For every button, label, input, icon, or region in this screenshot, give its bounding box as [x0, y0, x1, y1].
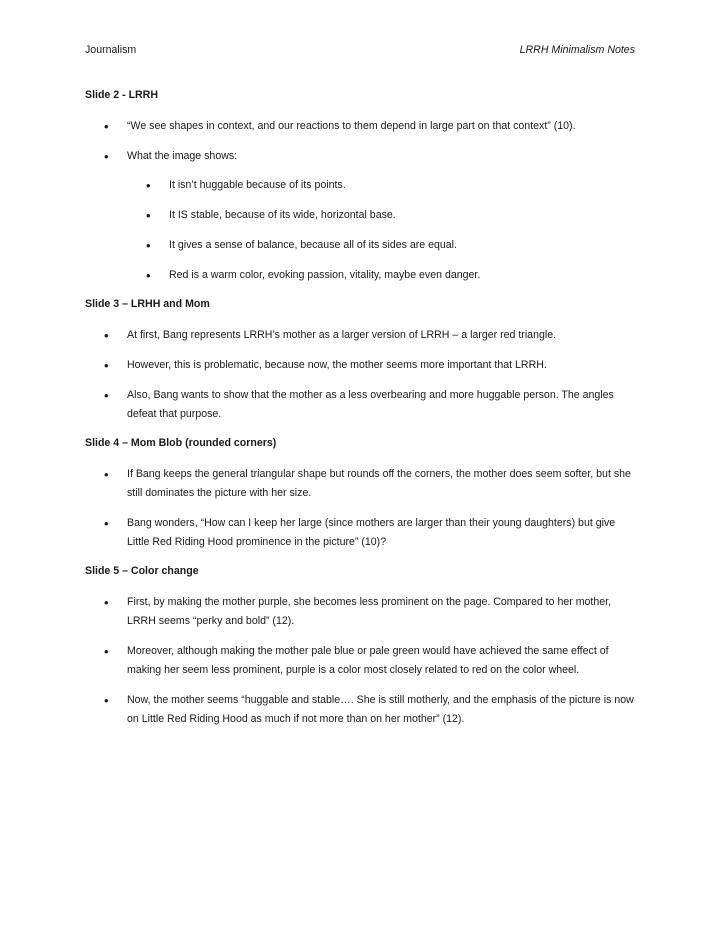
sub-bullet-list [85, 176, 637, 285]
list-item [85, 117, 637, 136]
section-slide-2 [85, 87, 637, 285]
header-course: Journalism [85, 44, 137, 56]
list-item-text: • Moreover, although making the mother pale blue or pale green would have achieved the same effect of making her seem less prominent, purple is a color most closely related to red on the color wheel. [127, 645, 609, 676]
section-heading: Slide 3 – LRHH and Mom [85, 298, 210, 310]
section-heading: Slide 4 – Mom Blob (rounded corners) [85, 437, 277, 449]
sub-list-item [85, 266, 637, 285]
header-title: LRRH Minimalism Notes [519, 44, 635, 56]
sub-list-item-text: • It gives a sense of balance, because all of its sides are equal. [169, 239, 457, 251]
list-item-text: • First, by making the mother purple, she becomes less prominent on the page. Compared to her mother, LRRH seems “perky and bold” (12). [127, 596, 612, 627]
list-item [85, 593, 637, 631]
document-body [85, 87, 637, 729]
section-slide-3 [85, 296, 637, 424]
list-item [85, 386, 637, 424]
list-item [85, 356, 637, 375]
section-slide-4 [85, 435, 637, 552]
list-item [85, 326, 637, 345]
list-item-text: • Bang wonders, “How can I keep her large (since mothers are larger than their young daughters) but give Little Red Riding Hood prominence in the picture” (10)? [127, 517, 616, 548]
list-item-text: • At first, Bang represents LRRH’s mother as a larger version of LRRH – a larger red triangle. [127, 329, 557, 341]
list-item-text: • What the image shows: [127, 150, 238, 162]
list-item-text: • Now, the mother seems “huggable and stable…. She is still motherly, and the emphasis of the picture is now on Little Red Riding Hood as much if not more than on her mother” (12). [127, 694, 634, 725]
list-item-text: • Also, Bang wants to show that the mother as a less overbearing and more huggable person. The angles defeat that purpose. [127, 389, 614, 420]
bullet-list [85, 593, 637, 729]
list-item [85, 691, 637, 729]
sub-list-item-text: • Red is a warm color, evoking passion, vitality, maybe even danger. [169, 269, 481, 281]
section-heading: Slide 5 – Color change [85, 565, 199, 577]
list-item [85, 465, 637, 503]
bullet-list [85, 326, 637, 424]
list-item [85, 147, 637, 285]
list-item [85, 514, 637, 552]
list-item-text: • However, this is problematic, because now, the mother seems more important that LRRH. [127, 359, 547, 371]
list-item-text: • “We see shapes in context, and our reactions to them depend in large part on that context” (10). [127, 120, 576, 132]
sub-list-item [85, 236, 637, 255]
list-item-text: • If Bang keeps the general triangular shape but rounds off the corners, the mother does seem softer, but she still dominates the picture with her size. [127, 468, 631, 499]
sub-list-item-text: • It IS stable, because of its wide, horizontal base. [169, 209, 396, 221]
list-item [85, 642, 637, 680]
sub-list-item [85, 206, 637, 225]
section-heading: Slide 2 - LRRH [85, 89, 158, 101]
section-slide-5 [85, 563, 637, 729]
bullet-list [85, 117, 637, 285]
sub-list-item-text: • It isn’t huggable because of its points. [169, 179, 346, 191]
bullet-list [85, 465, 637, 552]
sub-list-item [85, 176, 637, 195]
